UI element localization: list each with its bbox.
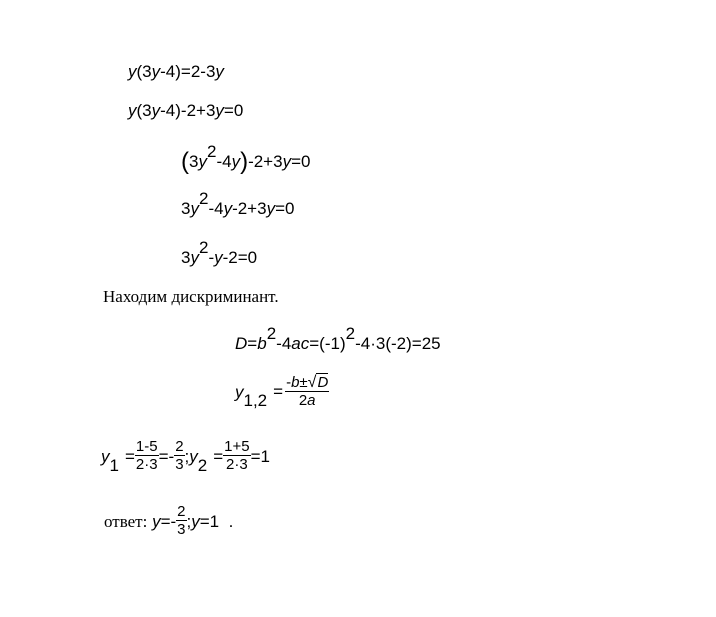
discriminant-heading: Находим дискриминант.: [103, 287, 279, 306]
equation-line-2: y(3y-4)-2+3y=0: [128, 101, 244, 120]
equation-line-5: $3y^2-y-2=0$: [181, 238, 258, 267]
answer-line: ответ: y=- $\frac{2}{3}$ ;y=1 .: [104, 503, 234, 538]
equation-line-1: y(3y-4)=2-3y: [128, 62, 224, 81]
discriminant-equation: $D=b^2-4ac=(-1)^2-4\cdot 3(-2)=25$: [235, 324, 441, 353]
answer-label: ответ:: [104, 511, 148, 531]
roots-values: $y_1$ = $\frac{1-5}{2\cdot 3}$ =- $\frac{2}{3}$ $;y_2$ = $\frac{1+5}{2\cdot 3}$ =1: [101, 438, 271, 475]
equation-line-3: $(3y^2-4y)-2+3y=0$: [181, 142, 311, 175]
roots-formula: $y_{1,2}$ = $\frac{-b\pm√D}{2a}$: [235, 374, 329, 411]
equation-line-4: $3y^2-4y-2+3y=0$: [181, 189, 295, 218]
